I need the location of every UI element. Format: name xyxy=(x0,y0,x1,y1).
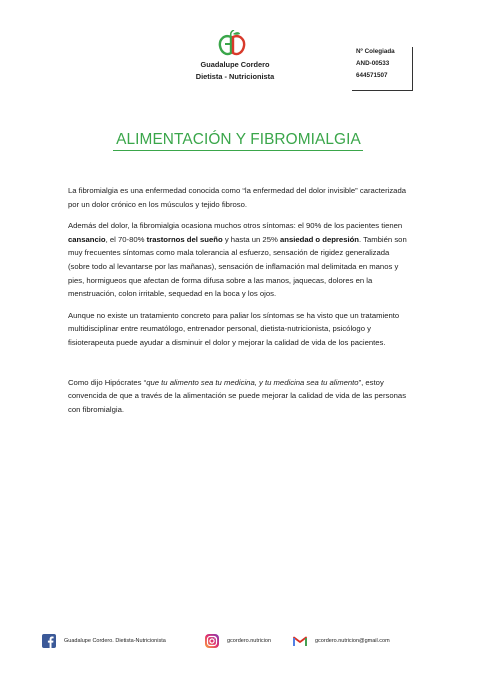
bold-ansiedad-depresion: ansiedad o depresión xyxy=(279,234,359,244)
bold-trastornos-sueno: trastornos del sueño xyxy=(146,234,223,244)
contact-block xyxy=(356,46,395,82)
brand-name: Guadalupe Cordero xyxy=(200,60,270,69)
paragraph-4 xyxy=(68,376,408,417)
paragraph-2-text: . También son muy frecuentes síntomas como mala tolerancia al esfuerzo, sensación de rigidez generalizada (sobre todo al levantarse por las mañanas), sensación de inflamación mal delimitada en manos y pies, hormigueos que afectan de forma difusa sobre a las manos, jaquecas, dolores en la menstruación, colon irritable, sequedad en la boca y los ojos. xyxy=(68,234,407,299)
paragraph-4-text: Como dijo Hipócrates “ xyxy=(68,377,147,387)
gmail-icon xyxy=(293,634,307,648)
paragraph-2-text: , el 70-80% xyxy=(105,234,147,244)
apple-logo-icon xyxy=(218,30,246,56)
title-underline xyxy=(113,150,363,151)
hipocrates-quote: que tu alimento sea tu medicina, y tu medicina sea tu alimento xyxy=(146,377,359,387)
paragraph-3: Aunque no existe un tratamiento concreto para paliar los síntomas se ha visto que un tratamiento multidisciplinar entre reumatólogo, entrenador personal, dietista-nutricionista, psicólogo y fisioterapeuta puede ayudar a disminuir el dolor y mejorar la calidad de vida de los pacientes. xyxy=(68,310,400,347)
brand-subtitle: Dietista - Nutricionista xyxy=(195,72,275,81)
footer-email[interactable] xyxy=(293,633,390,649)
email-address: gcordero.nutricion@gmail.com xyxy=(315,638,390,644)
colegiada-number: AND-00533 xyxy=(356,60,390,67)
page-title: ALIMENTACIÓN Y FIBROMIALGIA xyxy=(116,131,361,148)
header-horizontal-rule xyxy=(352,90,413,91)
header-vertical-rule xyxy=(412,47,413,90)
facebook-handle: Guadalupe Cordero. Dietista-Nutricionista xyxy=(64,638,166,644)
paragraph-1: La fibromialgia es una enfermedad conocida como “la enfermedad del dolor invisible” caracterizada por un dolor crónico en los músculos y tejido fibroso. xyxy=(68,186,407,209)
colegiada-label: Nº Colegiada xyxy=(356,48,395,55)
footer-instagram[interactable] xyxy=(205,633,271,649)
phone-number: 644571507 xyxy=(356,72,388,79)
footer xyxy=(0,633,477,651)
bold-cansancio: cansancio xyxy=(68,234,106,244)
footer-facebook[interactable] xyxy=(42,633,166,649)
paragraph-2 xyxy=(68,219,408,301)
instagram-icon xyxy=(205,634,219,648)
facebook-icon xyxy=(42,634,56,648)
paragraph-4-text: ”, estoy convencida de que a través de la alimentación se puede mejorar la calidad de vida de las personas con fibromialgia. xyxy=(68,377,407,414)
instagram-handle: gcordero.nutricion xyxy=(227,638,272,644)
paragraph-2-text: Además del dolor, la fibromialgia ocasiona muchos otros síntomas: el 90% de los pacientes tienen xyxy=(68,221,403,231)
paragraph-2-text: y hasta un 25% xyxy=(222,234,280,244)
article-body xyxy=(68,184,408,424)
brand-block xyxy=(150,59,320,83)
